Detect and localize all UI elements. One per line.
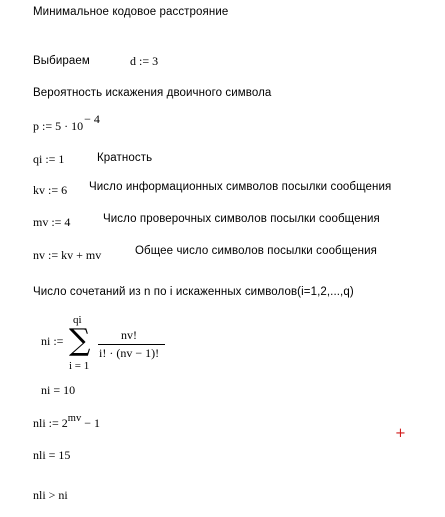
qi-description: Кратность [97, 152, 153, 164]
nv-description: Общее число символов посылки сообщения [135, 245, 377, 257]
p-assignment[interactable] [33, 112, 100, 134]
ni-result[interactable]: ni = 10 [41, 383, 76, 397]
probability-heading: Вероятность искажения двоичного символа [33, 87, 272, 99]
fraction-numerator: nv! [121, 328, 137, 342]
title-text: Минимальное кодовое расстрояние [33, 6, 229, 18]
nli-expr-base: nli := 2 [33, 416, 68, 430]
combinations-heading: Число сочетаний из n по i искаженных символов(i=1,2,...,q) [33, 286, 354, 298]
p-expr-base: p := 5 · 10 [33, 119, 84, 133]
d-assignment[interactable]: d := 3 [130, 54, 159, 68]
kv-description: Число информационных символов посылки сообщения [89, 181, 392, 193]
comparison-expression[interactable]: nli > ni [33, 488, 68, 502]
sum-lower-limit: i = 1 [69, 360, 90, 372]
mv-assignment[interactable]: mv := 4 [33, 215, 71, 229]
fraction-bar [98, 344, 165, 345]
sum-upper-limit: qi [73, 314, 82, 326]
nli-result[interactable]: nli = 15 [33, 448, 71, 462]
kv-assignment[interactable]: kv := 6 [33, 183, 68, 197]
nli-expr-exponent: mv [67, 413, 82, 424]
qi-assignment[interactable]: qi := 1 [33, 152, 65, 166]
summation-icon: ∑ [69, 323, 91, 358]
choose-label: Выбираем [33, 55, 90, 67]
crosshair-cursor-icon: + [395, 426, 406, 441]
p-expr-exponent: − 4 [84, 112, 100, 126]
nv-assignment[interactable]: nv := kv + mv [33, 248, 102, 262]
nli-assignment[interactable] [33, 413, 100, 431]
fraction-denominator: i! · (nv − 1)! [99, 346, 160, 360]
nli-expr-rest: − 1 [84, 416, 100, 430]
mv-description: Число проверочных символов посылки сообщения [103, 213, 380, 225]
ni-formula-lhs: ni := [41, 334, 64, 348]
